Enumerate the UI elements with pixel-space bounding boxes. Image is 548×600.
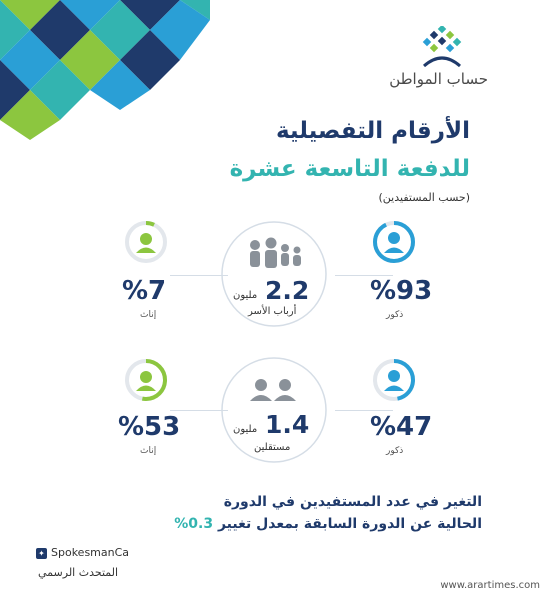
family-icon [250,238,301,269]
change-note-line1: التغير في عدد المستفيدين في الدورة [223,494,482,510]
male-ring-row1 [372,220,416,264]
corner-mosaic-decoration [0,0,210,140]
female-avatar-icon [136,233,156,253]
male-label-row1: ذكور [386,310,404,320]
male-avatar-icon [384,232,404,253]
page-subtitle-highlight: للدفعة التاسعة عشرة [229,156,470,182]
spokesman-label: المتحدث الرسمي [38,566,119,579]
female-avatar-icon [136,371,156,391]
change-note-text: الحالية عن الدورة السابقة بمعدل تغيير [213,516,482,532]
female-ring-row2 [124,358,168,402]
heads-of-family-unit: مليون [233,290,258,301]
change-rate-value: 0.3% [174,516,214,532]
two-persons-icon [250,379,296,401]
female-percent-row2: %53 [118,412,181,442]
heads-of-family-label: أرباب الأسر [248,306,297,317]
independents-number: 1.4 [265,410,310,439]
female-label-row2: إناث [140,446,157,456]
brand-logo-icon [422,26,462,68]
male-percent-row2: %47 [370,412,433,442]
male-percent-row1: %93 [370,276,433,306]
twitter-handle[interactable] [36,546,129,559]
page-title: الأرقام التفصيلية [275,118,470,144]
watermark: www.arartimes.com [440,580,540,591]
independents-label: مستقلين [254,442,291,453]
independents-unit: مليون [233,424,258,435]
row-divider-right-2 [335,410,393,411]
female-percent-row1: %7 [122,276,167,306]
twitter-icon: ✦ [36,548,47,559]
twitter-handle-text: SpokesmanCa [51,546,130,559]
subtitle-note: (حسب المستفيدين) [378,191,470,204]
male-ring-row2 [372,358,416,402]
male-avatar-icon [384,370,404,391]
heads-of-family-number: 2.2 [265,276,310,305]
male-label-row2: ذكور [386,446,404,456]
female-label-row1: إناث [140,310,157,320]
female-ring-row1 [124,220,168,264]
change-note-line2 [62,516,482,532]
brand-name: حساب المواطن [389,70,488,88]
